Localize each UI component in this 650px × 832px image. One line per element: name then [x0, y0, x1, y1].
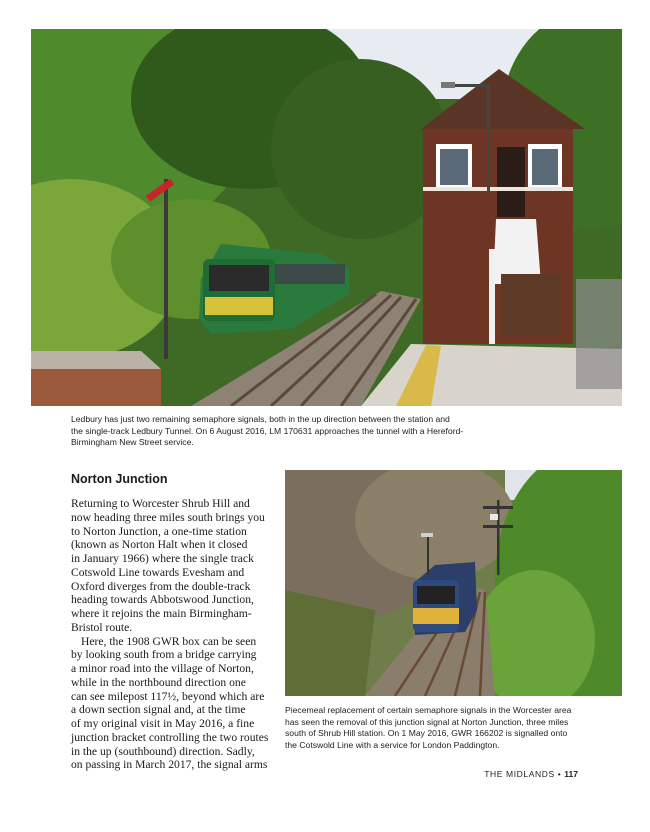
- body-line: (known as Norton Halt when it closed: [71, 538, 248, 552]
- body-line: a minor road into the village of Norton,: [71, 662, 254, 675]
- footer-section-label: THE MIDLANDS: [484, 769, 555, 779]
- page-footer: [484, 769, 578, 779]
- body-line: junction bracket controlling the two routes: [71, 730, 269, 744]
- body-line: Cotswold Line towards Evesham and: [71, 565, 245, 579]
- caption-norton: [285, 705, 615, 751]
- caption-line: the single-track Ledbury Tunnel. On 6 August 2016, LM 170631 approaches the tunnel with a Hereford-: [71, 425, 464, 436]
- caption-ledbury: [71, 414, 491, 449]
- body-line: Here, the 1908 GWR box can be seen: [81, 634, 257, 648]
- caption-line: south of Shrub Hill station. On 1 May 2016, GWR 166202 is signalled onto: [285, 728, 568, 739]
- body-line: Oxford diverges from the double-track: [71, 579, 251, 593]
- caption-line: Piecemeal replacement of certain semaphore signals in the Worcester area: [285, 705, 572, 715]
- body-line: in the up (southbound) direction. Sadly,: [71, 744, 255, 758]
- body-line: can see milepost 117½, beyond which are: [71, 689, 265, 703]
- caption-line: the Cotswold Line with a service for London Paddington.: [285, 739, 500, 750]
- body-line: of my original visit in May 2016, a fine: [71, 717, 255, 730]
- body-line: where it rejoins the main Birmingham-: [71, 607, 252, 620]
- body-text: [71, 497, 276, 772]
- body-line: heading towards Abbotswood Junction,: [71, 593, 254, 607]
- body-line: on passing in March 2017, the signal arms: [71, 758, 268, 772]
- body-line: Bristol route.: [71, 620, 133, 634]
- body-line: by looking south from a bridge carrying: [71, 648, 257, 662]
- photo-ledbury-station: [31, 29, 622, 406]
- photo-ledbury-image: [31, 29, 622, 406]
- body-line: a down section signal and, at the time: [71, 703, 246, 717]
- body-line: while in the northbound direction one: [71, 675, 246, 689]
- caption-line: Birmingham New Street service.: [71, 437, 194, 448]
- footer-separator: •: [557, 769, 562, 779]
- photo-norton-junction: [285, 470, 622, 696]
- caption-line: Ledbury has just two remaining semaphore signals, both in the up direction between the station and: [71, 414, 450, 424]
- body-line: to Norton Junction, a one-time station: [71, 524, 247, 538]
- body-line: now heading three miles south brings you: [71, 510, 265, 524]
- section-heading: Norton Junction: [71, 472, 168, 486]
- caption-line: has seen the removal of this junction signal at Norton Junction, three miles: [285, 716, 569, 727]
- body-line: Returning to Worcester Shrub Hill and: [71, 497, 250, 510]
- page-number: 117: [564, 769, 578, 779]
- body-line: in January 1966) where the single track: [71, 552, 254, 565]
- photo-norton-image: [285, 470, 622, 696]
